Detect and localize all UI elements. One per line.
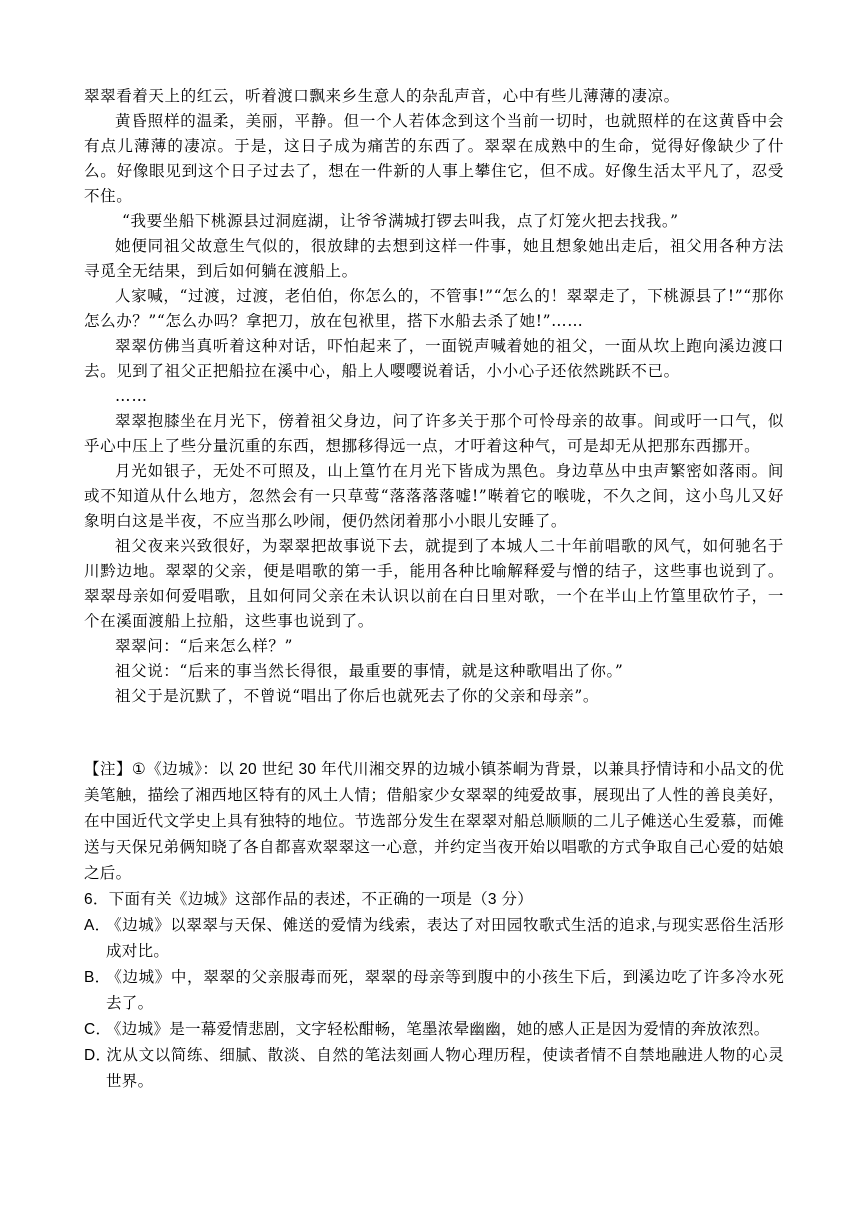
option-text: 《边城》是一幕爱情悲剧，文字轻松酣畅，笔墨浓晕幽幽，她的感人正是因为爱情的奔放浓烈。: [106, 1021, 770, 1038]
passage-paragraph: 月光如银子，无处不可照及，山上篁竹在月光下皆成为黑色。身边草丛中虫声繁密如落雨。间或不知道从什么地方，忽然会有一只草莺“落落落落嘘!”啭着它的喉咙，不久之间，这小鸟儿又好象明白这是半夜，不应当那么吵闹，便仍然闭着那小小眼儿安睡了。: [84, 462, 784, 530]
passage-paragraph: 翠翠看着天上的红云，听着渡口飘来乡生意人的杂乱声音，心中有些儿薄薄的凄凉。: [84, 87, 680, 105]
passage-paragraph: 翠翠仿佛当真听着这种对话，吓怕起来了，一面锐声喊着她的祖父，一面从坎上跑向溪边渡口去。见到了祖父正把船拉在溪中心，船上人嘤嘤说着话，小小心子还依然跳跃不已。: [84, 337, 784, 380]
option-letter: C．: [84, 1021, 112, 1038]
passage-paragraph: 黄昏照样的温柔，美丽，平静。但一个人若体念到这个当前一切时，也就照样的在这黄昏中会有点儿薄薄的凄凉。于是，这日子成为痛苦的东西了。翠翠在成熟中的生命，觉得好像缺少了什么。好像眼见到这个日子过去了，想在一件新的人事上攀住它，但不成。好像生活太平凡了，忍受不住。: [84, 112, 784, 205]
option-letter: D．: [84, 1047, 112, 1064]
passage-paragraph: 祖父夜来兴致很好，为翠翠把故事说下去，就提到了本城人二十年前唱歌的风气，如何驰名于川黔边地。翠翠的父亲，便是唱歌的第一手，能用各种比喻解释爱与憎的结子，这些事也说到了。翠翠母亲如何爱唱歌，且如何同父亲在未认识以前在白日里对歌，一个在半山上竹篁里砍竹子，一个在溪面渡船上拉船，这些事也说到了。: [84, 537, 784, 630]
option-letter: A．: [84, 917, 111, 934]
passage-ellipsis: ……: [115, 387, 148, 405]
passage-paragraph: 她便同祖父故意生气似的，很放肆的去想到这样一件事，她且想象她出走后，祖父用各种方法寻觅全无结果，到后如何躺在渡船上。: [84, 237, 784, 280]
passage-paragraph: 祖父说：“后来的事当然长得很，最重要的事情，就是这种歌唱出了你。”: [115, 662, 624, 680]
annotation-note: [84, 757, 784, 887]
passage-paragraph: “我要坐船下桃源县过洞庭湖，让爷爷满城打锣去叫我，点了灯笼火把去找我。”: [122, 212, 679, 230]
answer-option-a: [84, 913, 784, 965]
note-text: ①《边城》：以 20 世纪 30 年代川湘交界的边城小镇茶峒为背景，以兼具抒情诗和小品文的优美笔触，描绘了湘西地区特有的风土人情；借船家少女翠翠的纯爱故事，展现出了人性的善良美好，在中国近代文学史上具有独特的地位。节选部分发生在翠翠对船总顺顺的二儿子傩送心生爱慕，而傩送与天保兄弟俩知晓了各自都喜欢翠翠这一心意，并约定当夜开始以唱歌的方式争取自己心爱的姑娘之后。: [84, 761, 785, 882]
answer-option-d: [84, 1043, 784, 1095]
passage-paragraph: 祖父于是沉默了，不曾说“唱出了你后也就死去了你的父亲和母亲”。: [115, 687, 599, 705]
answer-option-b: [84, 965, 784, 1017]
option-letter: B．: [84, 969, 111, 986]
option-text: 《边城》以翠翠与天保、傩送的爱情为线索，表达了对田园牧歌式生活的追求,与现实恶俗生活形成对比。: [106, 917, 784, 960]
note-label: 【注】: [84, 761, 132, 778]
question-stem: 6．下面有关《边城》这部作品的表述，不正确的一项是（3 分）: [84, 891, 534, 908]
passage: [84, 84, 784, 709]
passage-paragraph: 人家喊，“过渡，过渡，老伯伯，你怎么的，不管事!”“怎么的！翠翠走了，下桃源县了!”“那你怎么办？”“怎么办吗？拿把刀，放在包袱里，搭下水船去杀了她!”……: [84, 287, 784, 330]
passage-paragraph: 翠翠抱膝坐在月光下，傍着祖父身边，问了许多关于那个可怜母亲的故事。间或吁一口气，似乎心中压上了些分量沉重的东西，想挪移得远一点，才吁着这种气，可是却无从把那东西挪开。: [84, 412, 784, 455]
option-text: 沈从文以简练、细腻、散淡、自然的笔法刻画人物心理历程，使读者情不自禁地融进人物的心灵世界。: [106, 1047, 784, 1090]
passage-paragraph: 翠翠问：“后来怎么样？”: [115, 637, 294, 655]
answer-option-c: [84, 1017, 784, 1043]
notes-and-questions: [84, 757, 784, 1095]
option-text: 《边城》中，翠翠的父亲服毒而死，翠翠的母亲等到腹中的小孩生下后，到溪边吃了许多冷水死去了。: [106, 969, 784, 1012]
